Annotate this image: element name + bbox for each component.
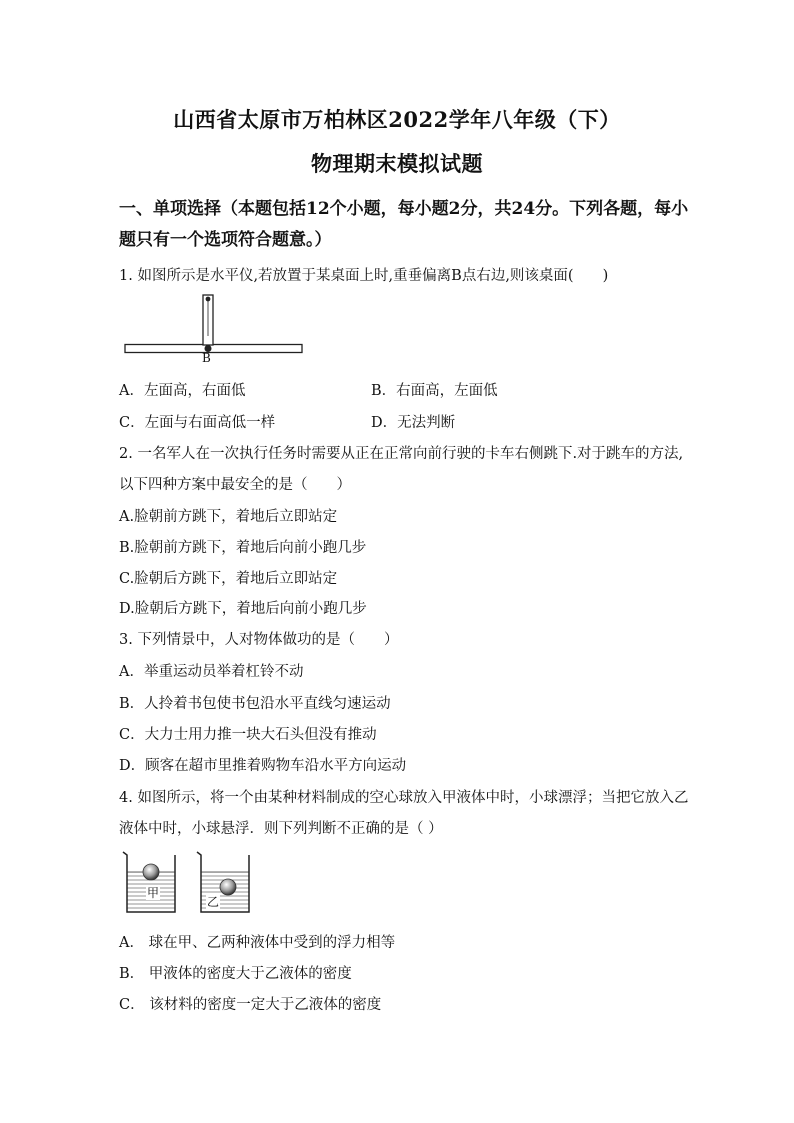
q2-option-d: D.脸朝后方跳下，着地后向前小跑几步 [119, 601, 367, 617]
q1-level-figure [124, 294, 304, 366]
q2-stem-line2: 以下四种方案中最安全的是（ ） [119, 477, 351, 493]
q1-option-c: C．左面与右面高低一样 [119, 415, 276, 431]
q4-stem-line1: 4. 如图所示，将一个由某种材料制成的空心球放入甲液体中时，小球漂浮；当把它放入乙 [119, 790, 689, 806]
beaker-yi [197, 852, 249, 912]
q1-stem: 1. 如图所示是水平仪,若放置于某桌面上时,重垂偏离B点右边,则该桌面( ) [119, 268, 609, 284]
q1-option-b: B．右面高，左面低 [371, 383, 498, 399]
q4-option-b: B． 甲液体的密度大于乙液体的密度 [119, 966, 352, 982]
level-base-bar [125, 345, 302, 353]
q3-option-d: D．顾客在超市里推着购物车沿水平方向运动 [119, 758, 407, 774]
q4-option-a: A． 球在甲、乙两种液体中受到的浮力相等 [119, 935, 396, 951]
q4-beakers-figure [121, 850, 281, 916]
q3-option-a: A．举重运动员举着杠铃不动 [119, 664, 304, 680]
ball-floating [143, 864, 159, 880]
beaker-jia [123, 852, 175, 912]
level-top-pivot [206, 297, 211, 302]
q1-option-a: A．左面高，右面低 [119, 383, 246, 399]
q3-option-c: C．大力士用力推一块大石头但没有推动 [119, 727, 377, 743]
ball-suspended [220, 879, 236, 895]
section-heading-line2: 题只有一个选项符合题意。） [119, 230, 332, 250]
q2-option-a: A.脸朝前方跳下，着地后立即站定 [119, 509, 338, 525]
q2-option-b: B.脸朝前方跳下，着地后向前小跑几步 [119, 540, 367, 556]
q3-stem: 3. 下列情景中，人对物体做功的是（ ） [119, 632, 399, 648]
q1-figure-label-b: B [202, 351, 211, 365]
q1-option-d: D．无法判断 [371, 415, 456, 431]
q3-option-b: B．人拎着书包使书包沿水平直线匀速运动 [119, 696, 391, 712]
beaker-label-yi: 乙 [207, 895, 220, 909]
beaker-label-jia: 甲 [147, 886, 160, 900]
section-heading-line1: 一、单项选择（本题包括12个小题，每小题2分，共24分。下列各题，每小 [119, 199, 689, 219]
doc-title-line2: 物理期末模拟试题 [311, 151, 483, 176]
q2-stem-line1: 2. 一名军人在一次执行任务时需要从正在正常向前行驶的卡车右侧跳下.对于跳车的方法, [119, 446, 684, 462]
q4-option-c: C． 该材料的密度一定大于乙液体的密度 [119, 997, 382, 1013]
doc-title-line1: 山西省太原市万柏林区2022学年八年级（下） [173, 107, 621, 132]
q2-option-c: C.脸朝后方跳下，着地后立即站定 [119, 571, 338, 587]
q4-stem-line2: 液体中时，小球悬浮．则下列判断不正确的是（ ） [119, 821, 443, 837]
